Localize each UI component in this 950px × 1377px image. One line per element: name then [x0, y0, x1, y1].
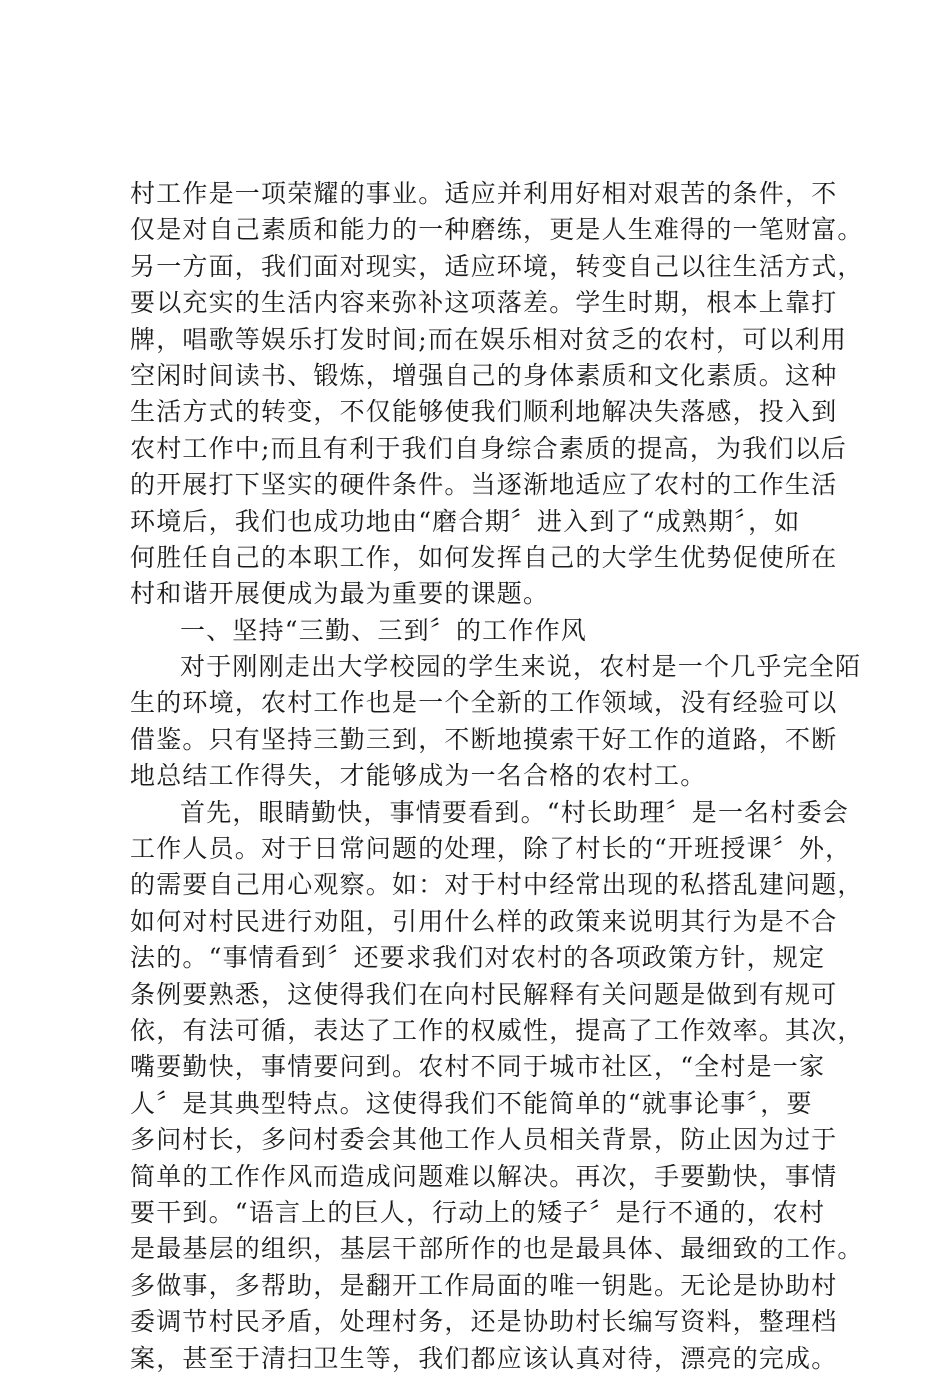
text-line: 环境后，我们也成功地由“磨合期〞进入到了“成熟期〞，如 [130, 506, 801, 536]
text-line: 牌，唱歌等娱乐打发时间;而在娱乐相对贫乏的农村，可以利用 [130, 324, 848, 354]
text-line: 是最基层的组织，基层干部所作的也是最具体、最细致的工作。 [130, 1234, 864, 1264]
text-line: 要以充实的生活内容来弥补这项落差。学生时期，根本上靠打 [130, 288, 838, 318]
text-line: 地总结工作得失，才能够成为一名合格的农村工。 [130, 761, 707, 791]
text-line: 嘴要勤快，事情要问到。农村不同于城市社区，“全村是一家 [130, 1052, 826, 1082]
text-line: 条例要熟悉，这使得我们在向村民解释有关问题是做到有规可 [130, 979, 838, 1009]
paragraph-start-line: 对于刚刚走出大学校园的学生来说，农村是一个几乎完全陌 [180, 652, 862, 682]
document-body [130, 176, 864, 1377]
text-line: 多做事，多帮助，是翻开工作局面的唯一钥匙。无论是协助村 [130, 1270, 838, 1300]
text-line: 简单的工作作风而造成问题难以解决。再次，手要勤快，事情 [130, 1161, 838, 1191]
text-line: 工作人员。对于日常问题的处理，除了村长的“开班授课〞外， [130, 834, 852, 864]
text-line: 何胜任自己的本职工作，如何发挥自己的大学生优势促使所在 [130, 542, 838, 572]
text-line: 仅是对自己素质和能力的一种磨练，更是人生难得的一笔财富。 [130, 215, 864, 245]
text-line: 生的环境，农村工作也是一个全新的工作领域，没有经验可以 [130, 688, 838, 718]
text-line: 的开展打下坚实的硬件条件。当逐渐地适应了农村的工作生活 [130, 470, 838, 500]
paragraph-start-line: 一、坚持“三勤、三到〞的工作作风 [180, 615, 587, 645]
text-line: 村和谐开展便成为最为重要的课题。 [130, 579, 550, 609]
text-line: 委调节村民矛盾，处理村务，还是协助村长编写资料，整理档 [130, 1307, 838, 1337]
text-line: 法的。“事情看到〞还要求我们对农村的各项政策方针，规定 [130, 943, 826, 973]
text-line: 生活方式的转变，不仅能够使我们顺利地解决失落感，投入到 [130, 397, 838, 427]
text-line: 村工作是一项荣耀的事业。适应并利用好相对艰苦的条件，不 [130, 179, 838, 208]
paragraph-start-line: 首先，眼睛勤快，事情要看到。“村长助理〞是一名村委会 [180, 797, 849, 827]
text-line: 人〞是其典型特点。这使得我们不能简单的“就事论事〞，要 [130, 1088, 813, 1118]
text-line: 借鉴。只有坚持三勤三到，不断地摸索干好工作的道路，不断 [130, 724, 838, 754]
text-line: 要干到。“语言上的巨人，行动上的矮子〞是行不通的，农村 [130, 1197, 826, 1227]
text-line: 案，甚至于清扫卫生等，我们都应该认真对待，漂亮的完成。 [130, 1343, 838, 1373]
text-line: 另一方面，我们面对现实，适应环境，转变自己以往生活方式， [130, 251, 864, 281]
text-line: 的需要自己用心观察。如：对于村中经常出现的私搭乱建问题， [130, 870, 864, 900]
text-line: 依，有法可循，表达了工作的权威性，提高了工作效率。其次， [130, 1015, 864, 1045]
text-line: 农村工作中;而且有利于我们自身综合素质的提高，为我们以后 [130, 433, 848, 463]
text-line: 多问村长，多问村委会其他工作人员相关背景，防止因为过于 [130, 1125, 838, 1155]
text-line: 空闲时间读书、锻炼，增强自己的身体素质和文化素质。这种 [130, 360, 838, 390]
text-line: 如何对村民进行劝阻，引用什么样的政策来说明其行为是不合 [130, 906, 838, 936]
